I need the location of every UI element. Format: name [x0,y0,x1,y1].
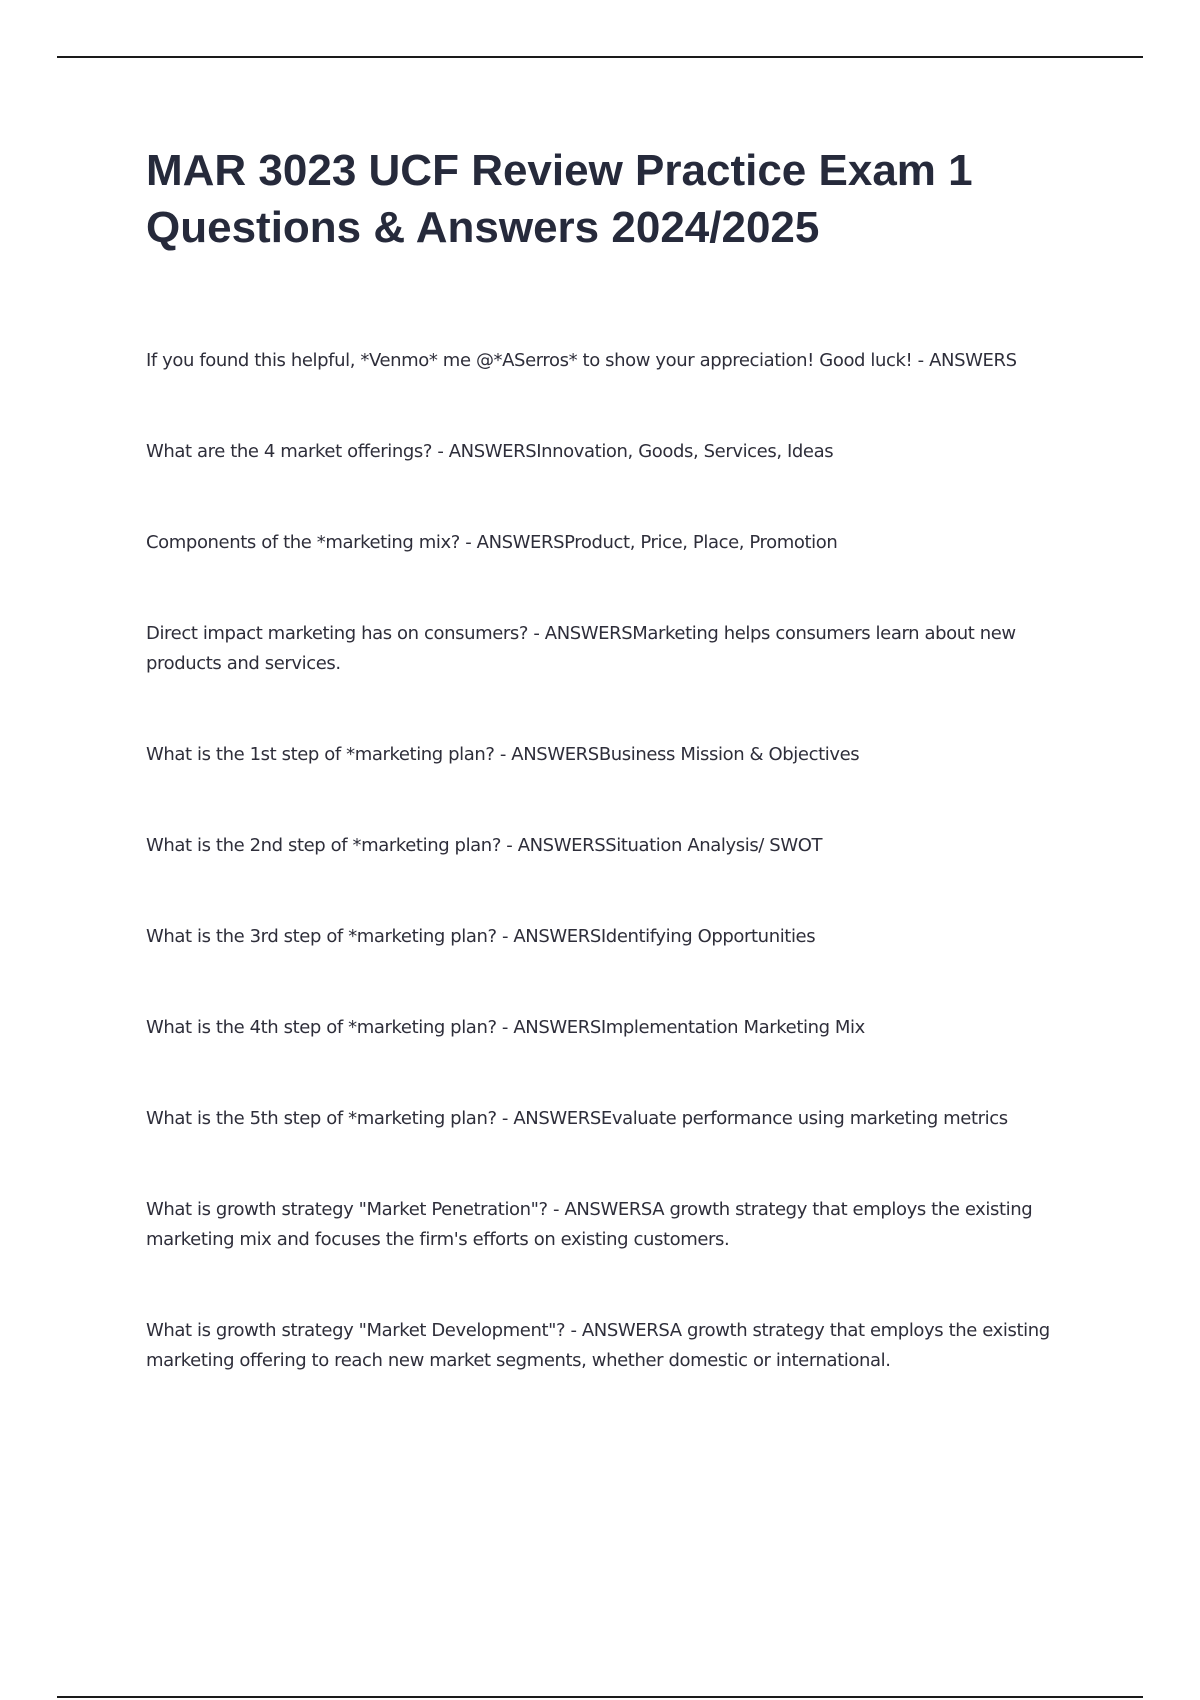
qa-item: Direct impact marketing has on consumers? - ANSWERSMarketing helps consumers learn about new products and services. [146,623,1016,674]
qa-item: What is the 3rd step of *marketing plan? - ANSWERSIdentifying Opportunities [146,926,816,947]
qa-item: What is growth strategy "Market Penetration"? - ANSWERSA growth strategy that employs the existing marketing mix and focuses the firm's efforts on existing customers. [146,1199,1033,1250]
bottom-divider [57,1696,1143,1698]
qa-item: What is the 2nd step of *marketing plan? - ANSWERSSituation Analysis/ SWOT [146,835,823,856]
qa-item: What is the 5th step of *marketing plan? - ANSWERSEvaluate performance using marketing metrics [146,1108,1008,1129]
qa-list [146,346,1086,1437]
qa-item: Components of the *marketing mix? - ANSWERSProduct, Price, Place, Promotion [146,532,838,553]
qa-item: What is the 4th step of *marketing plan? - ANSWERSImplementation Marketing Mix [146,1017,865,1038]
qa-item: If you found this helpful, *Venmo* me @*ASerros* to show your appreciation! Good luck! - ANSWERS [146,350,1017,371]
qa-item: What is the 1st step of *marketing plan? - ANSWERSBusiness Mission & Objectives [146,744,860,765]
qa-item: What is growth strategy "Market Development"? - ANSWERSA growth strategy that employs the existing marketing offering to reach new market segments, whether domestic or international. [146,1320,1050,1371]
top-divider [57,56,1143,58]
qa-item: What are the 4 market offerings? - ANSWERSInnovation, Goods, Services, Ideas [146,441,834,462]
document-title: MAR 3023 UCF Review Practice Exam 1 Questions & Answers 2024/2025 [146,146,973,252]
